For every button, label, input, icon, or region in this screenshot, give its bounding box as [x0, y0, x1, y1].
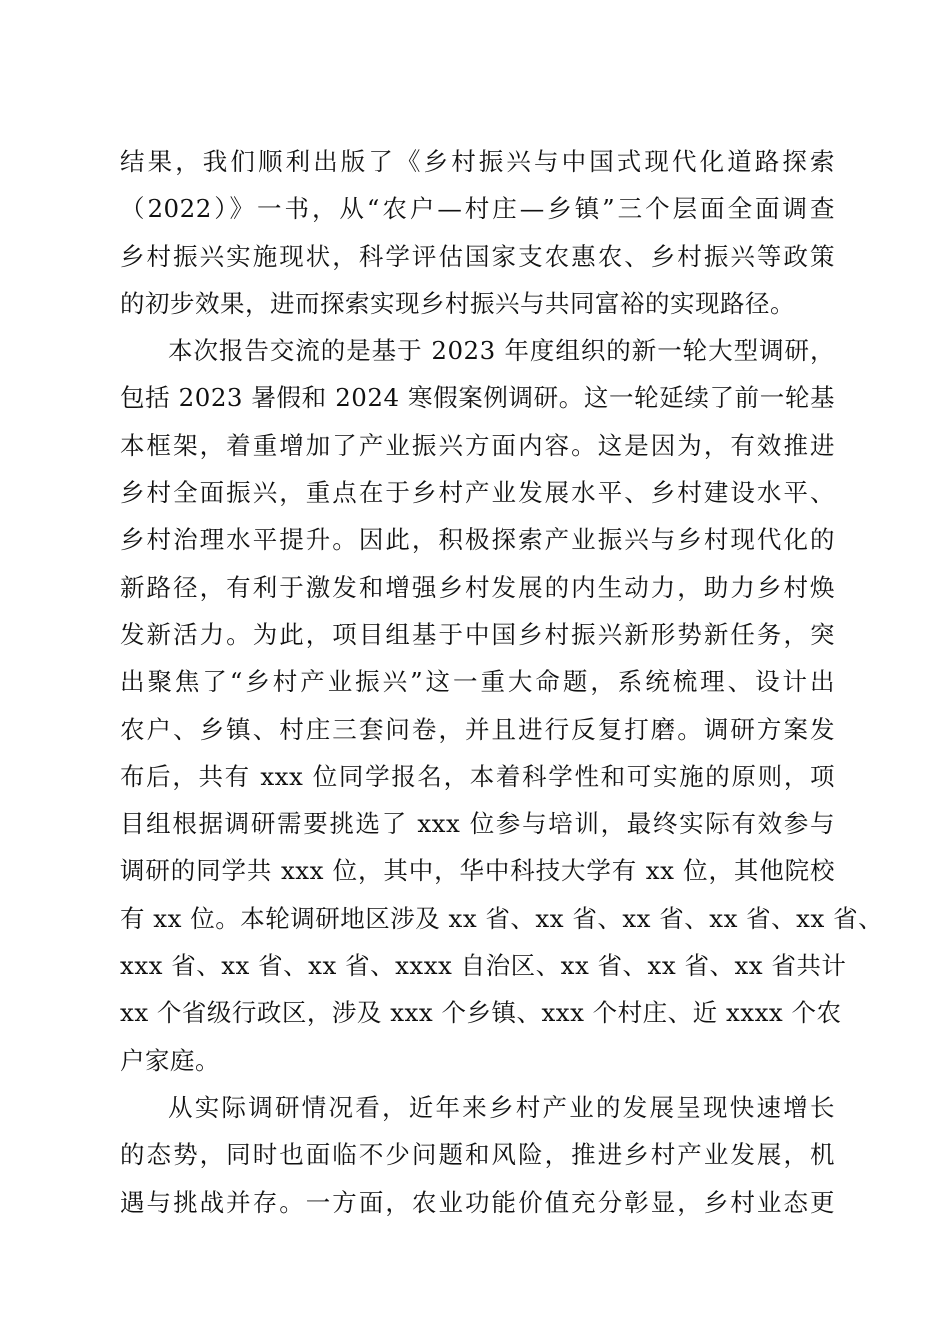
text-line: 结果，我们顺利出版了《乡村振兴与中国式现代化道路探索 [120, 147, 835, 176]
text-line: 的初步效果，进而探索实现乡村振兴与共同富裕的实现路径。 [120, 288, 795, 318]
paragraph-2 [120, 327, 884, 1084]
text-line: 目组根据调研需要挑选了 xxx 位参与培训，最终实际有效参与 [120, 809, 835, 839]
text-line: 乡村全面振兴，重点在于乡村产业发展水平、乡村建设水平、 [120, 478, 835, 508]
paragraph-3 [120, 1084, 835, 1226]
text-line: xx 个省级行政区，涉及 xxx 个乡镇、xxx 个村庄、近 xxxx 个农 [120, 998, 842, 1028]
text-line: 布后，共有 xxx 位同学报名，本着科学性和可实施的原则，项 [120, 761, 835, 791]
text-line: xxx 省、xx 省、xx 省、xxxx 自治区、xx 省、xx 省、xx 省共计 [120, 951, 847, 981]
document-body [120, 138, 884, 1226]
text-line: 农户、乡镇、村庄三套问卷，并且进行反复打磨。调研方案发 [120, 714, 835, 744]
text-line: 户家庭。 [120, 1045, 220, 1075]
text-line: 本次报告交流的是基于 2023 年度组织的新一轮大型调研， [168, 336, 835, 366]
text-line: 发新活力。为此，项目组基于中国乡村振兴新形势新任务，突 [120, 619, 835, 649]
text-line: （2022）》一书，从“农户—村庄—乡镇”三个层面全面调查 [120, 194, 835, 224]
text-line: 调研的同学共 xxx 位，其中，华中科技大学有 xx 位，其他院校 [120, 856, 835, 886]
text-line: 遇与挑战并存。一方面，农业功能价值充分彰显，乡村业态更 [120, 1187, 835, 1217]
text-line: 乡村振兴实施现状，科学评估国家支农惠农、乡村振兴等政策 [120, 241, 835, 271]
text-line: 有 xx 位。本轮调研地区涉及 xx 省、xx 省、xx 省、xx 省、xx 省、 [120, 903, 884, 933]
text-line: 出聚焦了“乡村产业振兴”这一重大命题，系统梳理、设计出 [120, 667, 835, 697]
text-line: 包括 2023 暑假和 2024 寒假案例调研。这一轮延续了前一轮基 [120, 383, 835, 413]
text-line: 的态势，同时也面临不少问题和风险，推进乡村产业发展，机 [120, 1140, 835, 1170]
text-line: 新路径，有利于激发和增强乡村发展的内生动力，助力乡村焕 [120, 572, 835, 602]
text-line: 本框架，着重增加了产业振兴方面内容。这是因为，有效推进 [120, 430, 835, 460]
text-line: 从实际调研情况看，近年来乡村产业的发展呈现快速增长 [168, 1092, 835, 1122]
paragraph-1 [120, 138, 835, 327]
text-line: 乡村治理水平提升。因此，积极探索产业振兴与乡村现代化的 [120, 525, 835, 555]
